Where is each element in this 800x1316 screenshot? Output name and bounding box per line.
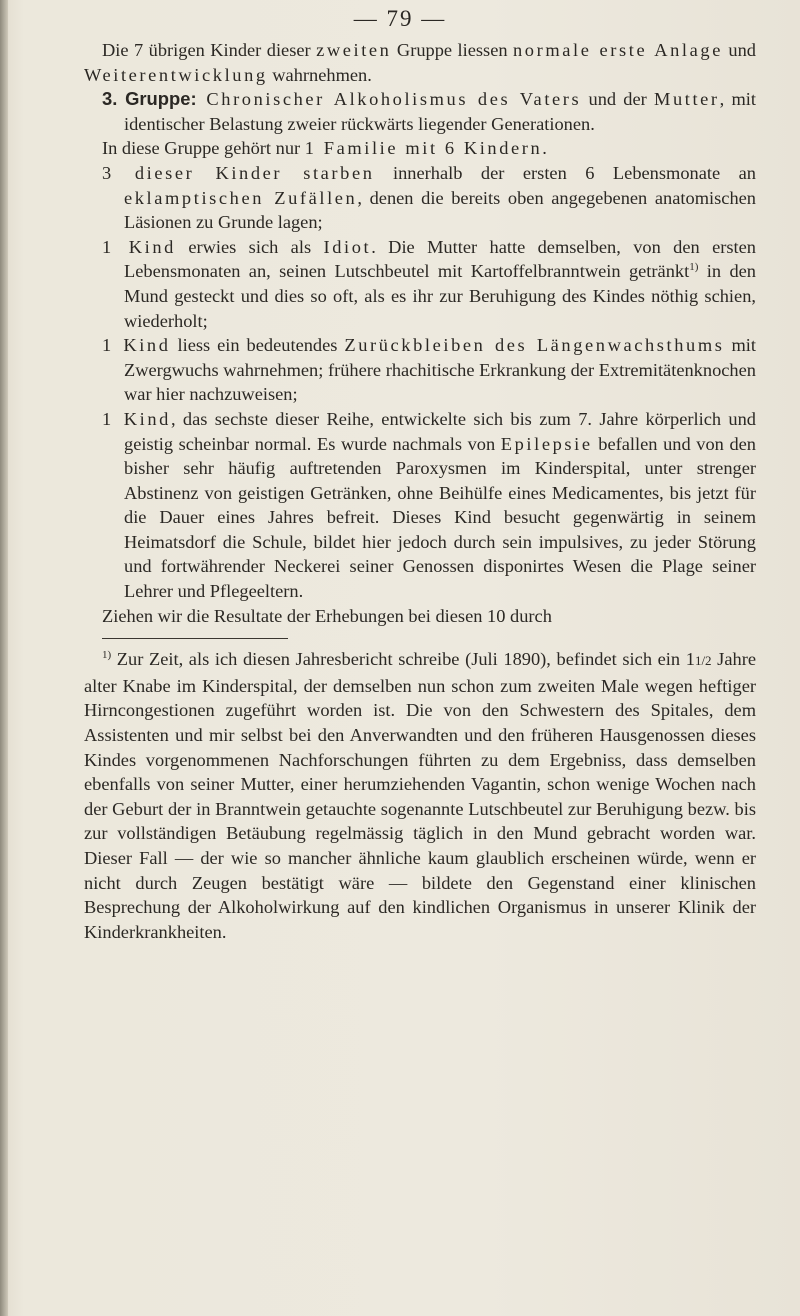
footnote-reference: 1) <box>689 261 699 274</box>
paragraph-epilepsy-child: 1 Kind, das sechste dieser Reihe, entwickelte sich bis zum 7. Jahre körperlich und geistig scheinbar normal. Es wurde nachmals von Epilepsie befallen und von den bisher sehr häufig auftretenden Paroxysmen im Kinderspital, unter strenger Abstinenz von geistigen Getränken, ohne Beihülfe eines Medicamentes, bis jetzt für die Dauer eines Jahres befreit. Dieses Kind besucht gegenwärtig in seinem Heimatsdorf die Schule, bildet hier jedoch durch sein impulsives, zu jeder Störung und fortwährender Neckerei seiner Genossen disponirtes Wesen die Plage seiner Lehrer und Pflegeeltern. <box>102 408 756 602</box>
paragraph-three-children: 3 dieser Kinder starben innerhalb der ersten 6 Lebensmonate an eklamptischen Zufällen, denen die bereits oben angegebenen anatomischen Läsionen zu Grunde lagen; <box>102 162 757 233</box>
paragraph-dwarf-child: 1 Kind liess ein bedeutendes Zurückbleiben des Längenwachsthums mit Zwergwuchs wahrnehmen; frühere rhachitische Erkrankung der Extremitätenknochen war hier nachzuweisen; <box>102 335 756 405</box>
footnote-marker: 1) <box>102 649 112 662</box>
paragraph-group3-heading: 3. Gruppe: Chronischer Alkoholismus des Vaters und der Mutter, mit identischer Belastung zweier rückwärts liegender Generationen. <box>102 88 756 134</box>
paragraph-idiot-child: 1 Kind erwies sich als Idiot. Die Mutter hatte demselben, von den ersten Lebensmonaten an, seinen Lutschbeutel mit Kartoffelbranntwein getränkt$^{1)}$ in den Mund gesteckt und dies so oft, als es ihr zur Beruhigung des Kindes nöthig schien, wiederholt; <box>102 236 756 331</box>
footnote: $^{1)}$ Zur Zeit, als ich diesen Jahresbericht schreibe (Juli 1890), befindet sich ein 11/2 Jahre alter Knabe im Kinderspital, der demselben nun schon zum zweiten Male wegen heftiger Hirncongestionen zugeführt worden ist. Die von den Schwestern des Spitales, dem Assistenten und mir selbst bei den Anverwandten und den früheren Hausgenossen dieses Kindes vorgenommenen Nachforschungen führten zu dem Ergebniss, dass demselben ebenfalls von seiner Mutter, einer herumziehenden Vagantin, schon wenige Wochen nach der Geburt der in Branntwein getauchte sogenannte Lutschbeutel zur Beruhigung bezw. bis zur vollständigen Betäubung regelmässig täglich in den Mund gebracht worden war. Dieser Fall — der wie so mancher ähnliche kaum glaublich erscheinen würde, wenn er nicht durch Zeugen bestätigt wäre — bildete den Gegenstand einer klinischen Besprechung der Alkoholwirkung auf den kindlichen Organismus in unserer Klinik der Kinderkrankheiten. <box>84 649 756 942</box>
paragraph-conclusion: Ziehen wir die Resultate der Erhebungen bei diesen 10 durch <box>102 605 552 626</box>
paragraph-family: In diese Gruppe gehört nur 1 Familie mit 6 Kindern. <box>102 138 550 159</box>
fraction: 1/2 <box>694 653 712 669</box>
page-number: — 79 — <box>353 6 447 31</box>
binding-edge <box>0 0 8 1316</box>
footnote-divider <box>102 638 288 639</box>
body-text <box>84 38 756 944</box>
paragraph-group2-summary: Die 7 übrigen Kinder dieser zweiten Gruppe liessen normale erste Anlage und Weiterentwicklung wahrnehmen. <box>84 40 756 85</box>
